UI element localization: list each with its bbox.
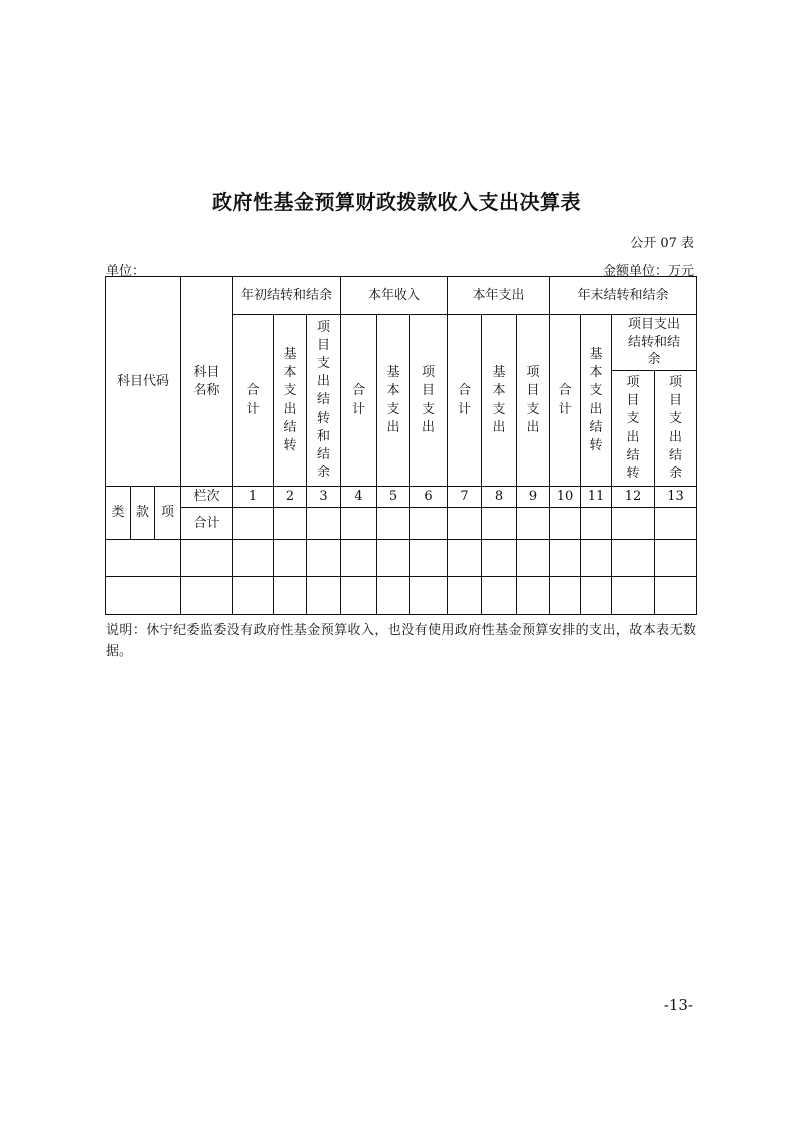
budget-table xyxy=(105,276,697,615)
header-income-basic-text: 基本支出 xyxy=(386,365,400,435)
row-label-column-no: 栏次 xyxy=(181,487,233,508)
table-cell xyxy=(181,577,233,615)
table-cell xyxy=(377,577,410,615)
header-opening-total-text: 合计 xyxy=(246,383,260,417)
column-number: 10 xyxy=(550,487,581,508)
header-expense-project-text: 项目支出 xyxy=(526,365,540,435)
column-number: 1 xyxy=(233,487,274,508)
header-income-total xyxy=(341,315,377,487)
form-number: 公开 07 表 xyxy=(630,236,694,251)
header-income-total-text: 合计 xyxy=(352,383,366,417)
table-cell xyxy=(448,577,482,615)
table-row xyxy=(106,540,697,577)
header-income-project xyxy=(410,315,448,487)
table-note: 说明：休宁纪委监委没有政府性基金预算收入，也没有使用政府性基金预算安排的支出，故本表无数据。 xyxy=(106,623,696,659)
header-income-basic xyxy=(377,315,410,487)
header-opening-project-text: 项目支出结转和结余 xyxy=(317,319,331,481)
table-cell xyxy=(655,540,697,577)
header-opening-project xyxy=(307,315,341,487)
table-cell xyxy=(655,508,697,540)
header-expense-total-text: 合计 xyxy=(458,383,472,417)
header-current-income: 本年收入 xyxy=(341,277,448,315)
header-subject-code: 科目代码 xyxy=(106,277,181,487)
table-row xyxy=(106,577,697,615)
header-current-expense: 本年支出 xyxy=(448,277,550,315)
table-cell xyxy=(274,540,307,577)
table-cell xyxy=(448,540,482,577)
table-cell xyxy=(307,577,341,615)
table-cell xyxy=(517,508,550,540)
column-number: 6 xyxy=(410,487,448,508)
table-cell xyxy=(612,540,655,577)
table-cell xyxy=(274,508,307,540)
column-number: 8 xyxy=(482,487,517,508)
table-cell xyxy=(106,540,181,577)
table-row-total xyxy=(106,508,697,540)
table-cell xyxy=(274,577,307,615)
table-cell xyxy=(517,577,550,615)
table-cell xyxy=(341,577,377,615)
table-cell xyxy=(655,577,697,615)
header-subject-name-text: 科目名称 xyxy=(193,364,220,398)
subheader-item: 项 xyxy=(155,487,181,540)
table-cell xyxy=(410,540,448,577)
table-cell xyxy=(550,577,581,615)
table-cell xyxy=(307,540,341,577)
header-opening-basic xyxy=(274,315,307,487)
column-number: 4 xyxy=(341,487,377,508)
header-income-project-text: 项目支出 xyxy=(422,365,436,435)
table-cell xyxy=(377,540,410,577)
header-ending-project-group-text: 项目支出结转和结余 xyxy=(627,317,680,368)
header-ending-project-balance-text: 项目支出结余 xyxy=(669,374,683,481)
subheader-category: 类 xyxy=(106,487,131,540)
page-title: 政府性基金预算财政拨款收入支出决算表 xyxy=(212,190,581,214)
column-number: 11 xyxy=(581,487,612,508)
page-number: -13- xyxy=(663,996,693,1014)
unit-label: 单位： xyxy=(106,264,146,279)
table-cell xyxy=(550,540,581,577)
table-cell xyxy=(233,540,274,577)
amount-unit-label: 金额单位：万元 xyxy=(602,264,694,279)
subheader-section: 款 xyxy=(131,487,155,540)
table-cell xyxy=(517,540,550,577)
table-cell xyxy=(581,508,612,540)
row-label-total: 合计 xyxy=(181,508,233,540)
table-cell xyxy=(482,540,517,577)
table-cell xyxy=(341,540,377,577)
header-opening-basic-text: 基本支出结转 xyxy=(283,346,297,453)
header-ending-basic-text: 基本支出结转 xyxy=(589,346,603,453)
table-cell xyxy=(233,508,274,540)
header-ending-project-group xyxy=(612,315,697,371)
table-cell xyxy=(550,508,581,540)
table-cell xyxy=(410,508,448,540)
header-opening-total xyxy=(233,315,274,487)
header-ending-project-carryover-text: 项目支出结转 xyxy=(626,374,640,481)
header-ending-balance: 年末结转和结余 xyxy=(550,277,697,315)
header-subject-name xyxy=(181,277,233,487)
table-cell xyxy=(581,540,612,577)
table-cell xyxy=(233,577,274,615)
column-number: 12 xyxy=(612,487,655,508)
header-ending-project-balance xyxy=(655,371,697,487)
table-cell xyxy=(307,508,341,540)
table-cell xyxy=(410,577,448,615)
header-ending-total xyxy=(550,315,581,487)
table-cell xyxy=(341,508,377,540)
column-number: 2 xyxy=(274,487,307,508)
header-expense-basic xyxy=(482,315,517,487)
column-number: 9 xyxy=(517,487,550,508)
header-opening-balance: 年初结转和结余 xyxy=(233,277,341,315)
column-number: 13 xyxy=(655,487,697,508)
header-ending-project-carryover xyxy=(612,371,655,487)
table-cell xyxy=(377,508,410,540)
table-cell xyxy=(612,577,655,615)
header-ending-total-text: 合计 xyxy=(558,383,572,417)
column-number: 7 xyxy=(448,487,482,508)
header-expense-basic-text: 基本支出 xyxy=(492,365,506,435)
table-cell xyxy=(181,540,233,577)
column-number: 3 xyxy=(307,487,341,508)
header-expense-project xyxy=(517,315,550,487)
header-ending-basic xyxy=(581,315,612,487)
table-cell xyxy=(612,508,655,540)
table-cell xyxy=(482,577,517,615)
header-expense-total xyxy=(448,315,482,487)
column-number: 5 xyxy=(377,487,410,508)
table-cell xyxy=(448,508,482,540)
table-cell xyxy=(581,577,612,615)
table-cell xyxy=(106,577,181,615)
table-cell xyxy=(482,508,517,540)
